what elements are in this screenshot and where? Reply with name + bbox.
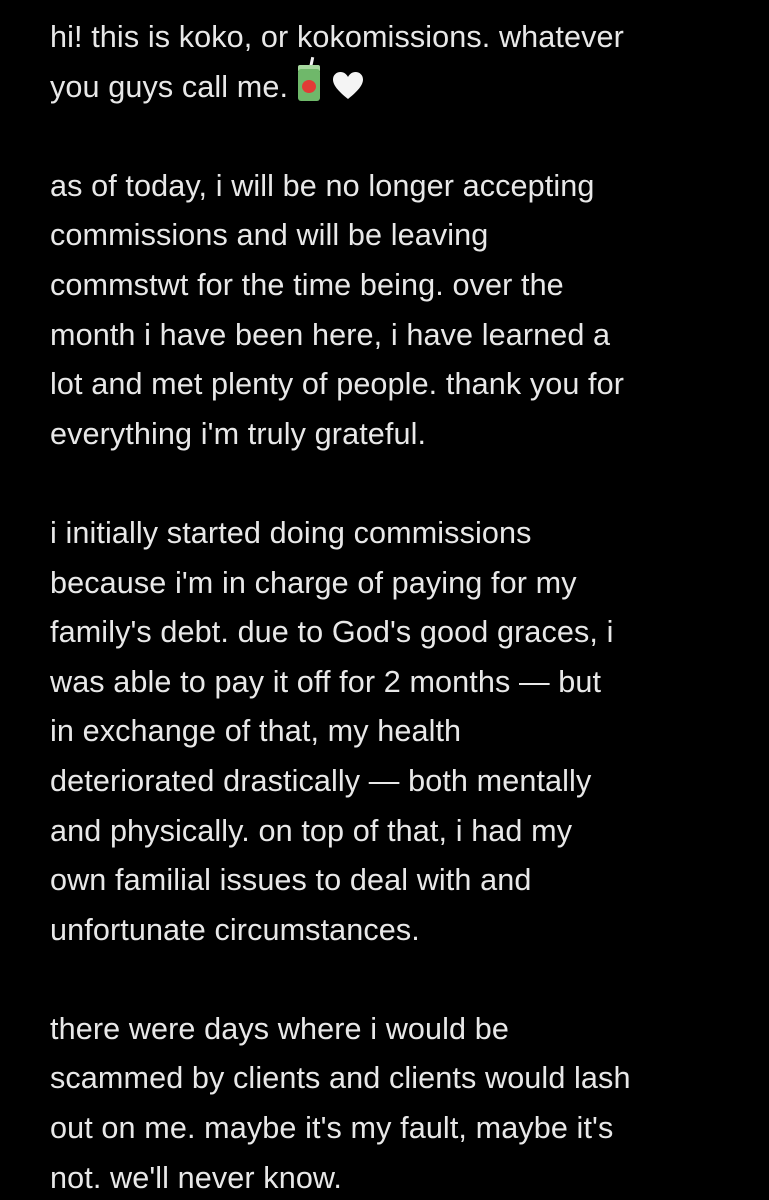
white-heart-icon [332, 71, 364, 101]
juice-box-icon [296, 63, 322, 101]
text-line: because i'm in charge of paying for my [50, 565, 577, 600]
text-line: as of today, i will be no longer accepting [50, 168, 595, 203]
text-line: out on me. maybe it's my fault, maybe it's [50, 1111, 614, 1146]
text-line: family's debt. due to God's good graces, i [50, 615, 614, 650]
text-line: lot and met plenty of people. thank you for [50, 367, 625, 402]
text-line: in exchange of that, my health [50, 714, 462, 749]
text-line: and physically. on top of that, i had my [50, 813, 573, 848]
text-line: unfortunate circumstances. [50, 912, 420, 947]
text-line: deteriorated drastically — both mentally [50, 763, 592, 798]
text-line: commissions and will be leaving [50, 218, 489, 253]
text-line: i initially started doing commissions [50, 515, 532, 550]
blank-line [50, 459, 740, 509]
text-line: there were days where i would be [50, 1011, 509, 1046]
text-line: was able to pay it off for 2 months — but [50, 664, 602, 699]
blank-line [50, 112, 740, 162]
text-line-with-emoji [50, 63, 740, 113]
text-segment: you guys call me. [50, 69, 289, 104]
text-line: scammed by clients and clients would lash [50, 1061, 631, 1096]
text-line: commstwt for the time being. over the [50, 267, 564, 302]
text-line: own familial issues to deal with and [50, 863, 532, 898]
blank-line [50, 955, 740, 1005]
note-text-body [50, 0, 740, 1200]
text-line: month i have been here, i have learned a [50, 317, 611, 352]
text-line: not. we'll never know. [50, 1160, 343, 1195]
text-line: hi! this is koko, or kokomissions. whatever [50, 20, 624, 54]
text-line: everything i'm truly grateful. [50, 416, 427, 451]
